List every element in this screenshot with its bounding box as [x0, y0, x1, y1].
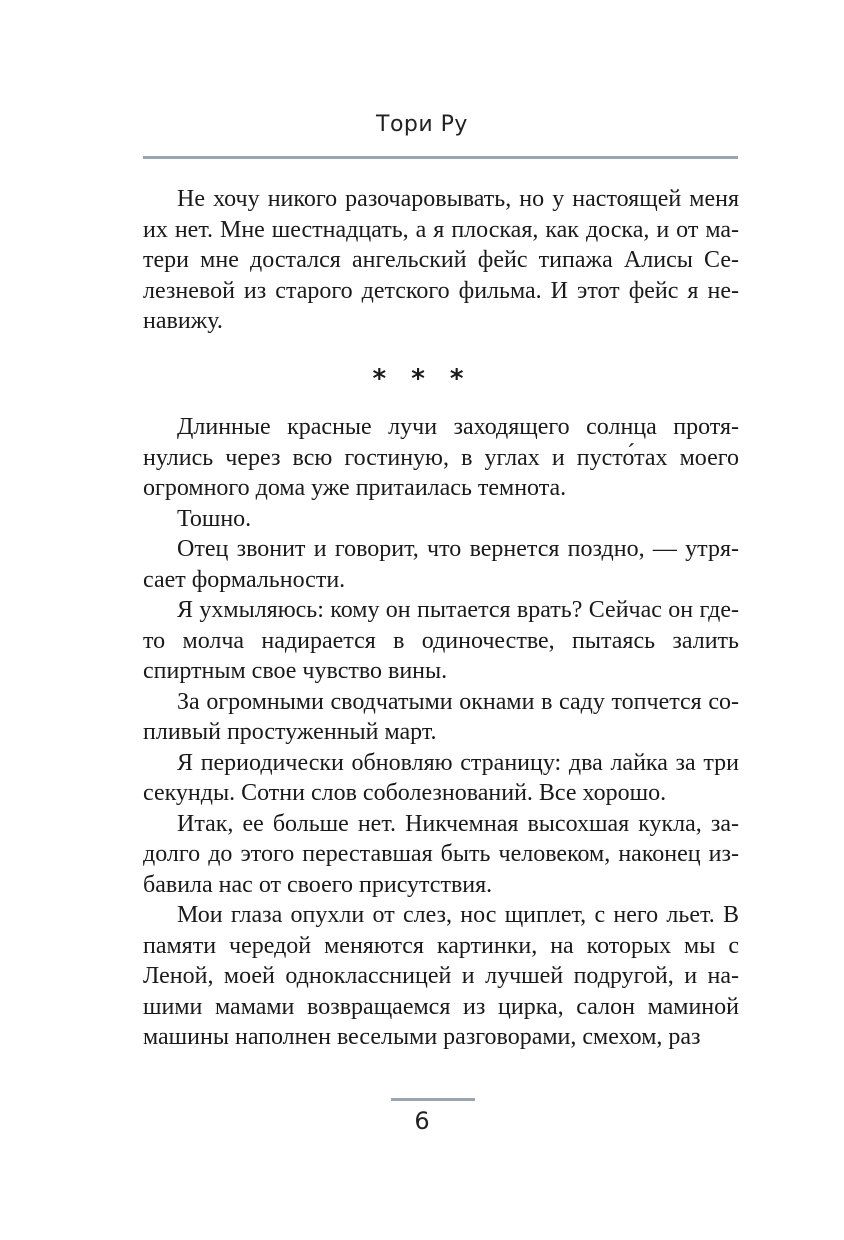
paragraph: Отец звонит и говорит, что вернется поздно, — утрясает формальности. — [143, 536, 739, 593]
header-rule — [143, 156, 738, 159]
paragraph: За огромными сводчатыми окнами в саду топчется сопливый простуженный март. — [143, 688, 739, 745]
paragraph: Тошно. — [177, 505, 252, 532]
paragraph: Длинные красные лучи заходящего солнца протянулись через всю гостиную, в углах и пусто́тах моего огромного дома уже притаилась темнота. — [143, 414, 739, 501]
paragraph: Итак, ее больше нет. Никчемная высохшая кукла, задолго до этого переставшая быть человеком, наконец избавила нас от своего присутствия. — [143, 810, 739, 898]
text-section-2 — [143, 412, 739, 1053]
text-section-1 — [143, 184, 739, 337]
section-separator: * * * — [372, 364, 472, 394]
running-title: Тори Ру — [376, 112, 468, 137]
paragraph: Я ухмыляюсь: кому он пытается врать? Сейчас он где-то молча надирается в одиночестве, пытаясь залить спиртным свое чувство вины. — [143, 597, 739, 684]
page-number: 6 — [414, 1107, 430, 1135]
paragraph: Мои глаза опухли от слез, нос щиплет, с него льет. В памяти чередой меняются картинки, на которых мы с Леной, моей одноклассницей и лучшей подругой, и нашими мамами возвращаемся из цирка, салон маминой машины наполнен веселыми разговорами, смехом, раз — [143, 902, 739, 1050]
paragraph: Не хочу никого разочаровывать, но у настоящей меня их нет. Мне шестнадцать, а я плоская, как доска, и от матери мне достался ангельский фейс типажа Алисы Селезневой из старого детского фильма. И этот фейс я ненавижу. — [143, 186, 739, 334]
footer-rule — [391, 1098, 475, 1101]
paragraph: Я периодически обновляю страницу: два лайка за три секунды. Сотни слов соболезнований. Все хорошо. — [143, 749, 739, 806]
